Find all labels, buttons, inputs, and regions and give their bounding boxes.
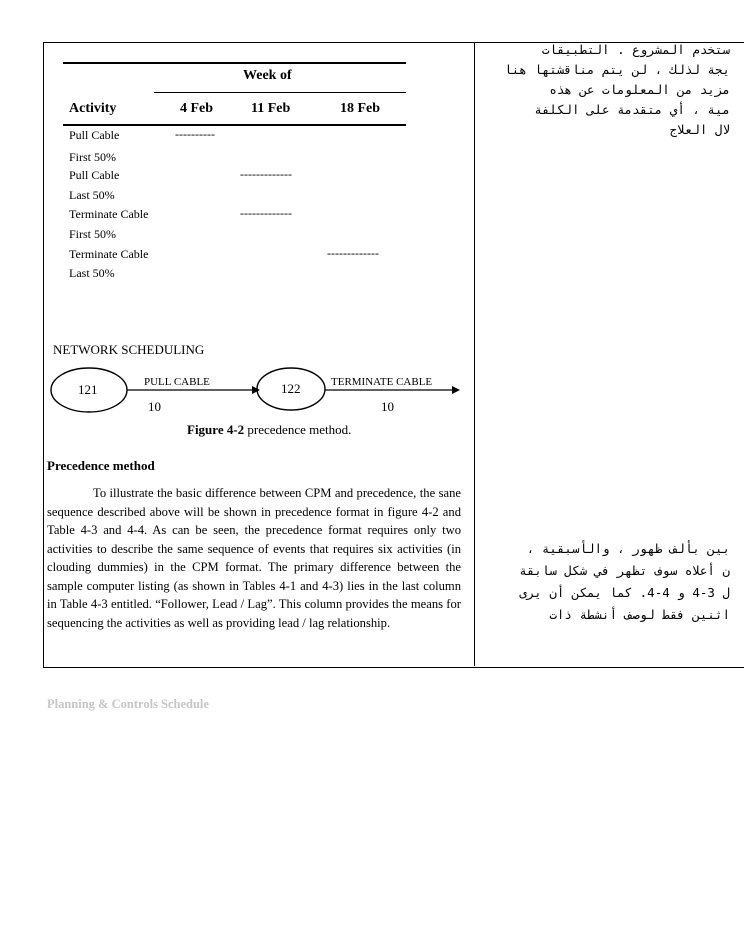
arabic-line: مية ، أي متقدمة على الكلفة [534, 102, 730, 117]
node-121-label: 121 [78, 382, 98, 397]
table-row-label: Last 50% [69, 188, 115, 202]
activity-header: Activity [69, 101, 117, 116]
table-top-rule [63, 62, 406, 64]
precedence-paragraph [47, 484, 461, 632]
arabic-line: مزيد من المعلومات عن هذه [549, 82, 730, 97]
arabic-line: ن أعلاه سوف تظهر في شكل سابقة [519, 563, 730, 578]
table-row-label: Terminate Cable [69, 247, 149, 261]
network-diagram [44, 360, 474, 430]
header-bottom-rule [63, 124, 406, 126]
week-of-header: Week of [243, 68, 292, 83]
node-122-label: 122 [281, 381, 301, 396]
figure-caption [187, 422, 351, 438]
gantt-bar: ------------- [327, 246, 379, 260]
page-footer: Planning & Controls Schedule [47, 697, 209, 711]
gantt-bar: ---------- [175, 127, 215, 141]
arabic-line: ستخدم المشروع . التطبيقات [541, 42, 730, 57]
figure-caption-number: Figure 4-2 [187, 422, 245, 437]
arrowhead-icon [252, 386, 260, 394]
gantt-bar: ------------- [240, 206, 292, 220]
table-row-label: Terminate Cable [69, 207, 149, 221]
table-row-label: Pull Cable [69, 168, 120, 182]
date-header-2: 11 Feb [251, 101, 291, 116]
date-header-1: 4 Feb [180, 101, 214, 116]
precedence-paragraph-text: To illustrate the basic difference between CPM and precedence, the sane sequence described above will be shown in precedence format in figure 4-2 and Table 4-3 and 4-4. As can be seen, the precedence format requires only two activities to describe the same sequence of events that requires six activities (in clouding dummies) in the CPM format. The primary difference between the sample computer listing (as shown in Tables 4-1 and 4-3) lies in the last column in Table 4-3 entitled. “Follower, Lead / Lag”. This column provides the means for sequencing the activities as well as providing lead / lag relationship. [47, 486, 461, 630]
precedence-heading: Precedence method [47, 458, 155, 473]
column-divider [474, 42, 475, 666]
terminate-cable-label: TERMINATE CABLE [331, 376, 433, 388]
date-header-3: 18 Feb [340, 101, 381, 116]
figure-caption-text: precedence method. [244, 422, 352, 437]
network-heading: NETWORK SCHEDULING [53, 342, 205, 357]
pull-cable-duration: 10 [148, 399, 161, 414]
table-row-label: Pull Cable [69, 128, 120, 142]
table-row-label: Last 50% [69, 266, 115, 280]
arabic-line: ل 3-4 و 4-4. كما يمكن أن يرى [519, 585, 730, 600]
arabic-line: اثنين فقط لوصف أنشطة ذات [549, 607, 730, 622]
terminate-cable-duration: 10 [381, 399, 394, 414]
gantt-bar: ------------- [240, 167, 292, 181]
pull-cable-label: PULL CABLE [144, 376, 210, 388]
table-row-label: First 50% [69, 150, 117, 164]
arabic-line: لال العلاج [669, 122, 730, 137]
arrowhead-icon [452, 386, 460, 394]
week-of-rule [154, 92, 406, 93]
arabic-line: بين بألف ظهور ، والأسبقية ، [526, 541, 730, 556]
arabic-line: يجة لذلك ، لن يتم مناقشتها هنا [504, 62, 730, 77]
table-row-label: First 50% [69, 227, 117, 241]
